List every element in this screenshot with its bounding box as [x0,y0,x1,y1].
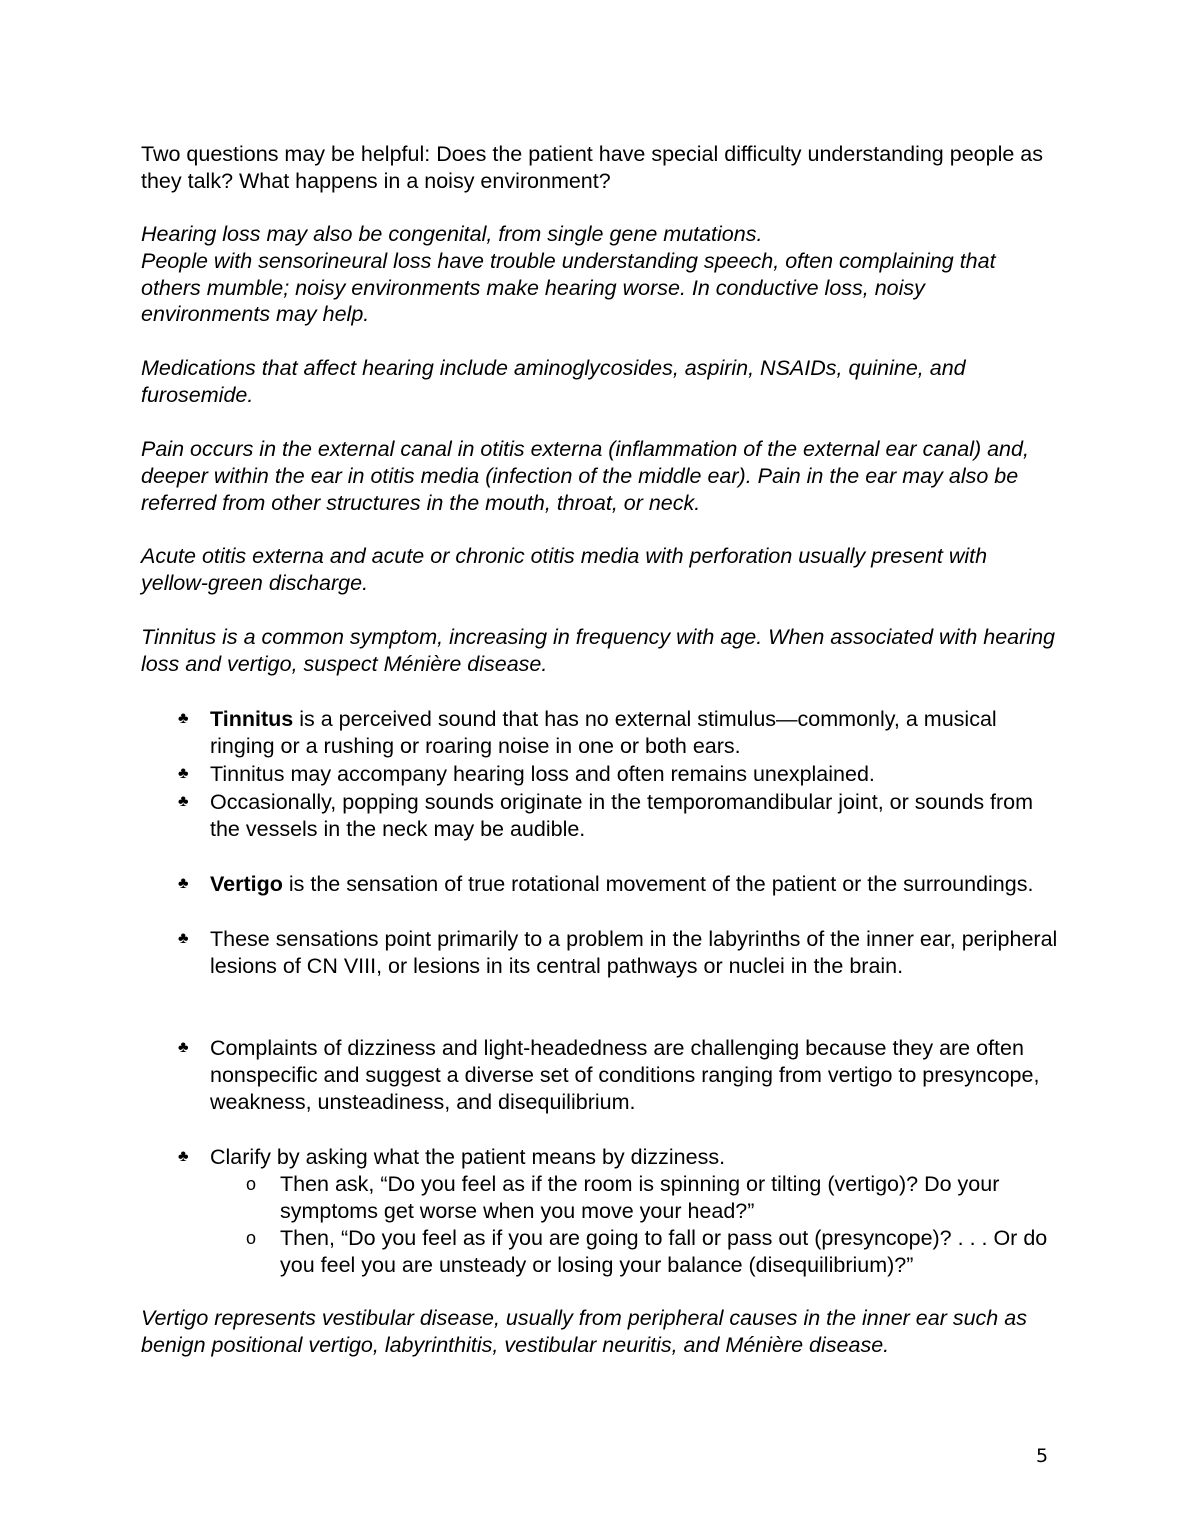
club-bullet-icon: ♣ [178,930,189,947]
club-bullet-icon: ♣ [178,1039,189,1056]
club-bullet-icon: ♣ [178,793,189,810]
circle-bullet-icon: o [246,1174,257,1194]
club-bullet-icon: ♣ [178,1148,189,1165]
paragraph-hearing-loss [141,221,1056,328]
paragraph-pain: Pain occurs in the external canal in otitis externa (inflammation of the external ear canal) and, deeper within the ear in otitis media (infection of the middle ear). Pain in the ear may also be referred from other structures in the mouth, throat, or neck. [141,437,1029,515]
paragraph-vertigo-causes: Vertigo represents vestibular disease, usually from peripheral causes in the inner ear such as benign positional vertigo, labyrinthitis, vestibular neuritis, and Ménière disease. [141,1306,1027,1357]
paragraph-medications: Medications that affect hearing include aminoglycosides, aspirin, NSAIDs, quinine, and furosemide. [141,356,966,407]
club-bullet-icon: ♣ [178,875,189,892]
club-bullet-icon: ♣ [178,710,189,727]
document-page: Two questions may be helpful: Does the patient have special difficulty understanding people as they talk? What happens in a noisy environment? Hearing loss may also be congenital, from single gene mutations. People with sensorineural loss have trouble understanding speech, often complaining that others mumble; noisy environments make hearing worse. In conductive loss, noisy environments may help. Medications that affect hearing include aminoglycosides, aspirin, NSAIDs, quinine, and furosemide. Pain occurs in the external canal in otitis externa (inflammation of the external ear canal) and, deeper within the ear in otitis media (infection of the middle ear). Pain in the ear may also be referred from other structures in the mouth, throat, or neck. Acute otitis externa and acute or chronic otitis media with perforation usually present with yellow-green discharge. Tinnitus is a common symptom, increasing in frequency with age. When associated with hearing loss and vertigo, suspect Ménière disease. ♣ Tinnitus is a perceived sound that has no external stimulus—commonly, a musical ringing or a rushing or roaring noise in one or both ears. ♣ Tinnitus may accompany hearing loss and often remains unexplained. ♣ Occasionally, popping sounds originate in the temporomandibular joint, or sounds from the vessels in the neck may be audible. ♣ Vertigo is the sensation of true rotational movement of the patient or the surroundings. ♣ These sensations point primarily to a problem in the labyrinths of the inner ear, peripheral lesions of CN VIII, or lesions in its central pathways or nuclei in the brain. ♣ Complaints of dizziness and light-headedness are challenging because they are often nonspecific and suggest a diverse set of conditions ranging from vertigo to presyncope, weakness, unsteadiness, and disequilibrium. ♣ Clarify by asking what the patient means by dizziness. o Then ask, “Do you feel as if the room is spinning or tilting (vertigo)? Do your symptoms get worse when you move your head?” o Then, “Do you feel as if you are going to fall or pass out (presyncope)? . . . Or do you feel you are unsteady or losing your balance (disequilibrium)?” Vertigo represents vestibular disease, usually from peripheral causes in the inner ear such as benign positional vertigo, labyrinthitis, vestibular neuritis, and Ménière disease. 5 [141,142,1058,1467]
term-vertigo: Vertigo [210,872,283,896]
paragraph-questions: Two questions may be helpful: Does the patient have special difficulty understanding people as they talk? What happens in a noisy environment? [141,142,1043,193]
paragraph-discharge: Acute otitis externa and acute or chronic otitis media with perforation usually present with yellow-green discharge. [141,544,988,595]
page-number: 5 [1036,1445,1049,1467]
paragraph-sensorineural: People with sensorineural loss have trouble understanding speech, often complaining that others mumble; noisy environments make hearing worse. In conductive loss, noisy environments may help. [141,248,996,327]
term-tinnitus: Tinnitus [210,707,294,731]
paragraph-congenital: Hearing loss may also be congenital, from single gene mutations. [141,222,763,246]
circle-bullet-icon: o [246,1228,257,1248]
paragraph-tinnitus-note: Tinnitus is a common symptom, increasing in frequency with age. When associated with hearing loss and vertigo, suspect Ménière disease. [141,625,1055,676]
club-bullet-icon: ♣ [178,765,189,782]
